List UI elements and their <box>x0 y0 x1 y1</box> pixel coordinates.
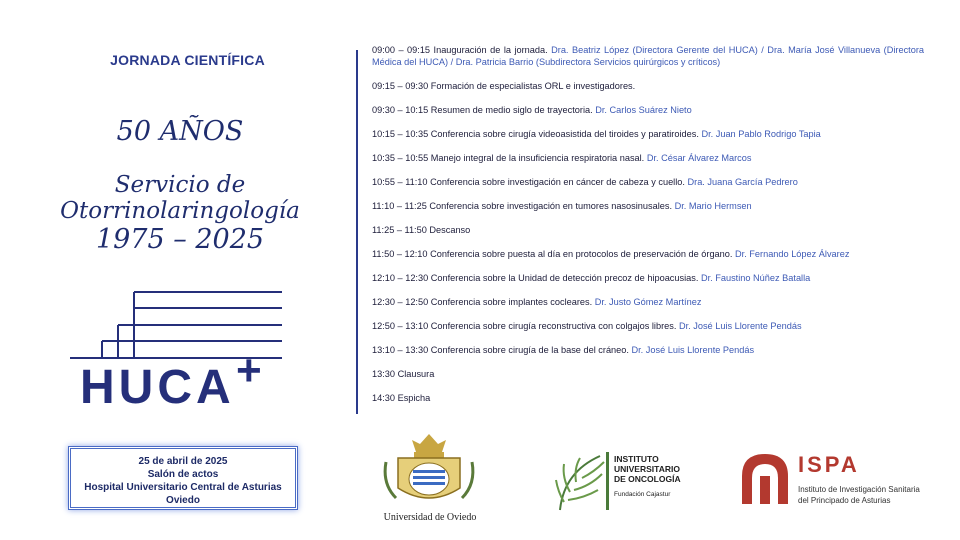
program-time: 09:30 – 10:15 <box>372 105 429 115</box>
ispa-line-1: Instituto de Investigación Sanitaria <box>798 485 920 494</box>
program-time: 11:25 – 11:50 <box>372 225 427 235</box>
program-speaker: Dra. Beatriz López (Directora Gerente del HUCA) / Dra. María José Villanueva (Directora Médica del HUCA) / Dra. Patricia Barrio (Subdirectora Servicios quirúrgicos y críticos) <box>372 45 924 67</box>
program-item <box>372 320 924 332</box>
program-time: 11:10 – 11:25 <box>372 201 427 211</box>
event-date: 25 de abril de 2025 <box>138 456 228 467</box>
program-time: 10:15 – 10:35 <box>372 129 429 139</box>
program-speaker: Dr. Fernando López Álvarez <box>735 249 850 259</box>
program-description: Conferencia sobre cirugía videoasistida del tiroides y paratiroides. <box>430 129 699 139</box>
ispa-title: ISPA <box>798 452 860 477</box>
instituto-oncologia-leaf-icon <box>554 452 606 514</box>
event-info-box <box>68 446 298 510</box>
program-time: 10:35 – 10:55 <box>372 153 429 163</box>
program-time: 12:30 – 12:50 <box>372 297 429 307</box>
program-description: Conferencia sobre puesta al día en protocolos de preservación de órgano. <box>430 249 733 259</box>
anniversary-heading: 50 AÑOS <box>116 116 244 147</box>
program-description: Formación de especialistas ORL e investigadores. <box>430 81 636 91</box>
program-description: Conferencia sobre investigación en cáncer de cabeza y cuello. <box>430 177 685 187</box>
huca-logo-text: HUCA <box>80 361 235 414</box>
program-item <box>372 128 924 140</box>
program-speaker: Dr. Justo Gómez Martínez <box>594 297 702 307</box>
program-item <box>372 224 924 236</box>
event-room: Salón de actos <box>147 469 219 480</box>
program-list <box>372 44 924 416</box>
program-item <box>372 248 924 260</box>
program-item <box>372 152 924 164</box>
year-range: 1975 – 2025 <box>95 224 265 255</box>
program-description: Conferencia sobre cirugía reconstructiva con colgajos libres. <box>430 321 677 331</box>
program-time: 09:00 – 09:15 <box>372 45 431 55</box>
program-description: Clausura <box>397 369 435 379</box>
program-description: Espicha <box>397 393 431 403</box>
program-item <box>372 368 924 380</box>
event-title: JORNADA CIENTÍFICA <box>110 52 265 68</box>
program-time: 12:50 – 13:10 <box>372 321 429 331</box>
iuo-line-1: INSTITUTO <box>614 454 659 464</box>
huca-plus-icon: + <box>236 346 262 395</box>
program-time: 13:30 <box>372 369 395 379</box>
program-item <box>372 176 924 188</box>
event-city: Oviedo <box>166 495 200 506</box>
column-divider <box>356 50 358 414</box>
ispa-line-2: del Principado de Asturias <box>798 496 891 505</box>
iuo-line-3: DE ONCOLOGÍA <box>614 474 681 484</box>
program-time: 10:55 – 11:10 <box>372 177 428 187</box>
program-description: Descanso <box>429 225 471 235</box>
program-time: 09:15 – 09:30 <box>372 81 429 91</box>
ispa-subtitle <box>798 484 920 506</box>
program-item <box>372 80 924 92</box>
program-time: 13:10 – 13:30 <box>372 345 429 355</box>
program-item <box>372 272 924 284</box>
program-description: Inauguración de la jornada. <box>433 45 548 55</box>
ispa-building-icon <box>738 450 792 506</box>
program-description: Conferencia sobre investigación en tumores nasosinusales. <box>429 201 672 211</box>
program-speaker: Dr. Mario Hermsen <box>674 201 752 211</box>
program-time: 12:10 – 12:30 <box>372 273 429 283</box>
program-speaker: Dr. Faustino Núñez Batalla <box>700 273 811 283</box>
program-description: Resumen de medio siglo de trayectoria. <box>430 105 593 115</box>
department-name: Servicio de Otorrinolaringología <box>60 172 300 224</box>
program-description: Conferencia sobre la Unidad de detección precoz de hipoacusias. <box>430 273 699 283</box>
program-speaker: Dr. Carlos Suárez Nieto <box>595 105 692 115</box>
universidad-oviedo-label: Universidad de Oviedo <box>383 512 477 523</box>
program-speaker: Dr. José Luis Llorente Pendás <box>678 321 802 331</box>
program-item <box>372 104 924 116</box>
program-time: 11:50 – 12:10 <box>372 249 428 259</box>
iuo-line-2: UNIVERSITARIO <box>614 464 680 474</box>
program-item <box>372 296 924 308</box>
program-time: 14:30 <box>372 393 395 403</box>
program-item <box>372 200 924 212</box>
event-hospital: Hospital Universitario Central de Asturias <box>84 482 282 493</box>
program-item <box>372 392 924 404</box>
program-speaker: Dr. Juan Pablo Rodrigo Tapia <box>701 129 821 139</box>
iuo-foundation: Fundación Cajastur <box>614 491 671 498</box>
program-speaker: Dr. José Luis Llorente Pendás <box>631 345 755 355</box>
program-item <box>372 44 924 68</box>
iuo-divider <box>606 452 609 510</box>
universidad-oviedo-crest-icon <box>380 432 478 508</box>
program-description: Conferencia sobre cirugía de la base del cráneo. <box>430 345 629 355</box>
program-description: Manejo integral de la insuficiencia respiratoria nasal. <box>430 153 645 163</box>
program-speaker: Dr. César Álvarez Marcos <box>646 153 752 163</box>
program-description: Conferencia sobre implantes cocleares. <box>430 297 593 307</box>
program-speaker: Dra. Juana García Pedrero <box>687 177 798 187</box>
program-item <box>372 344 924 356</box>
iuo-name <box>614 454 681 500</box>
